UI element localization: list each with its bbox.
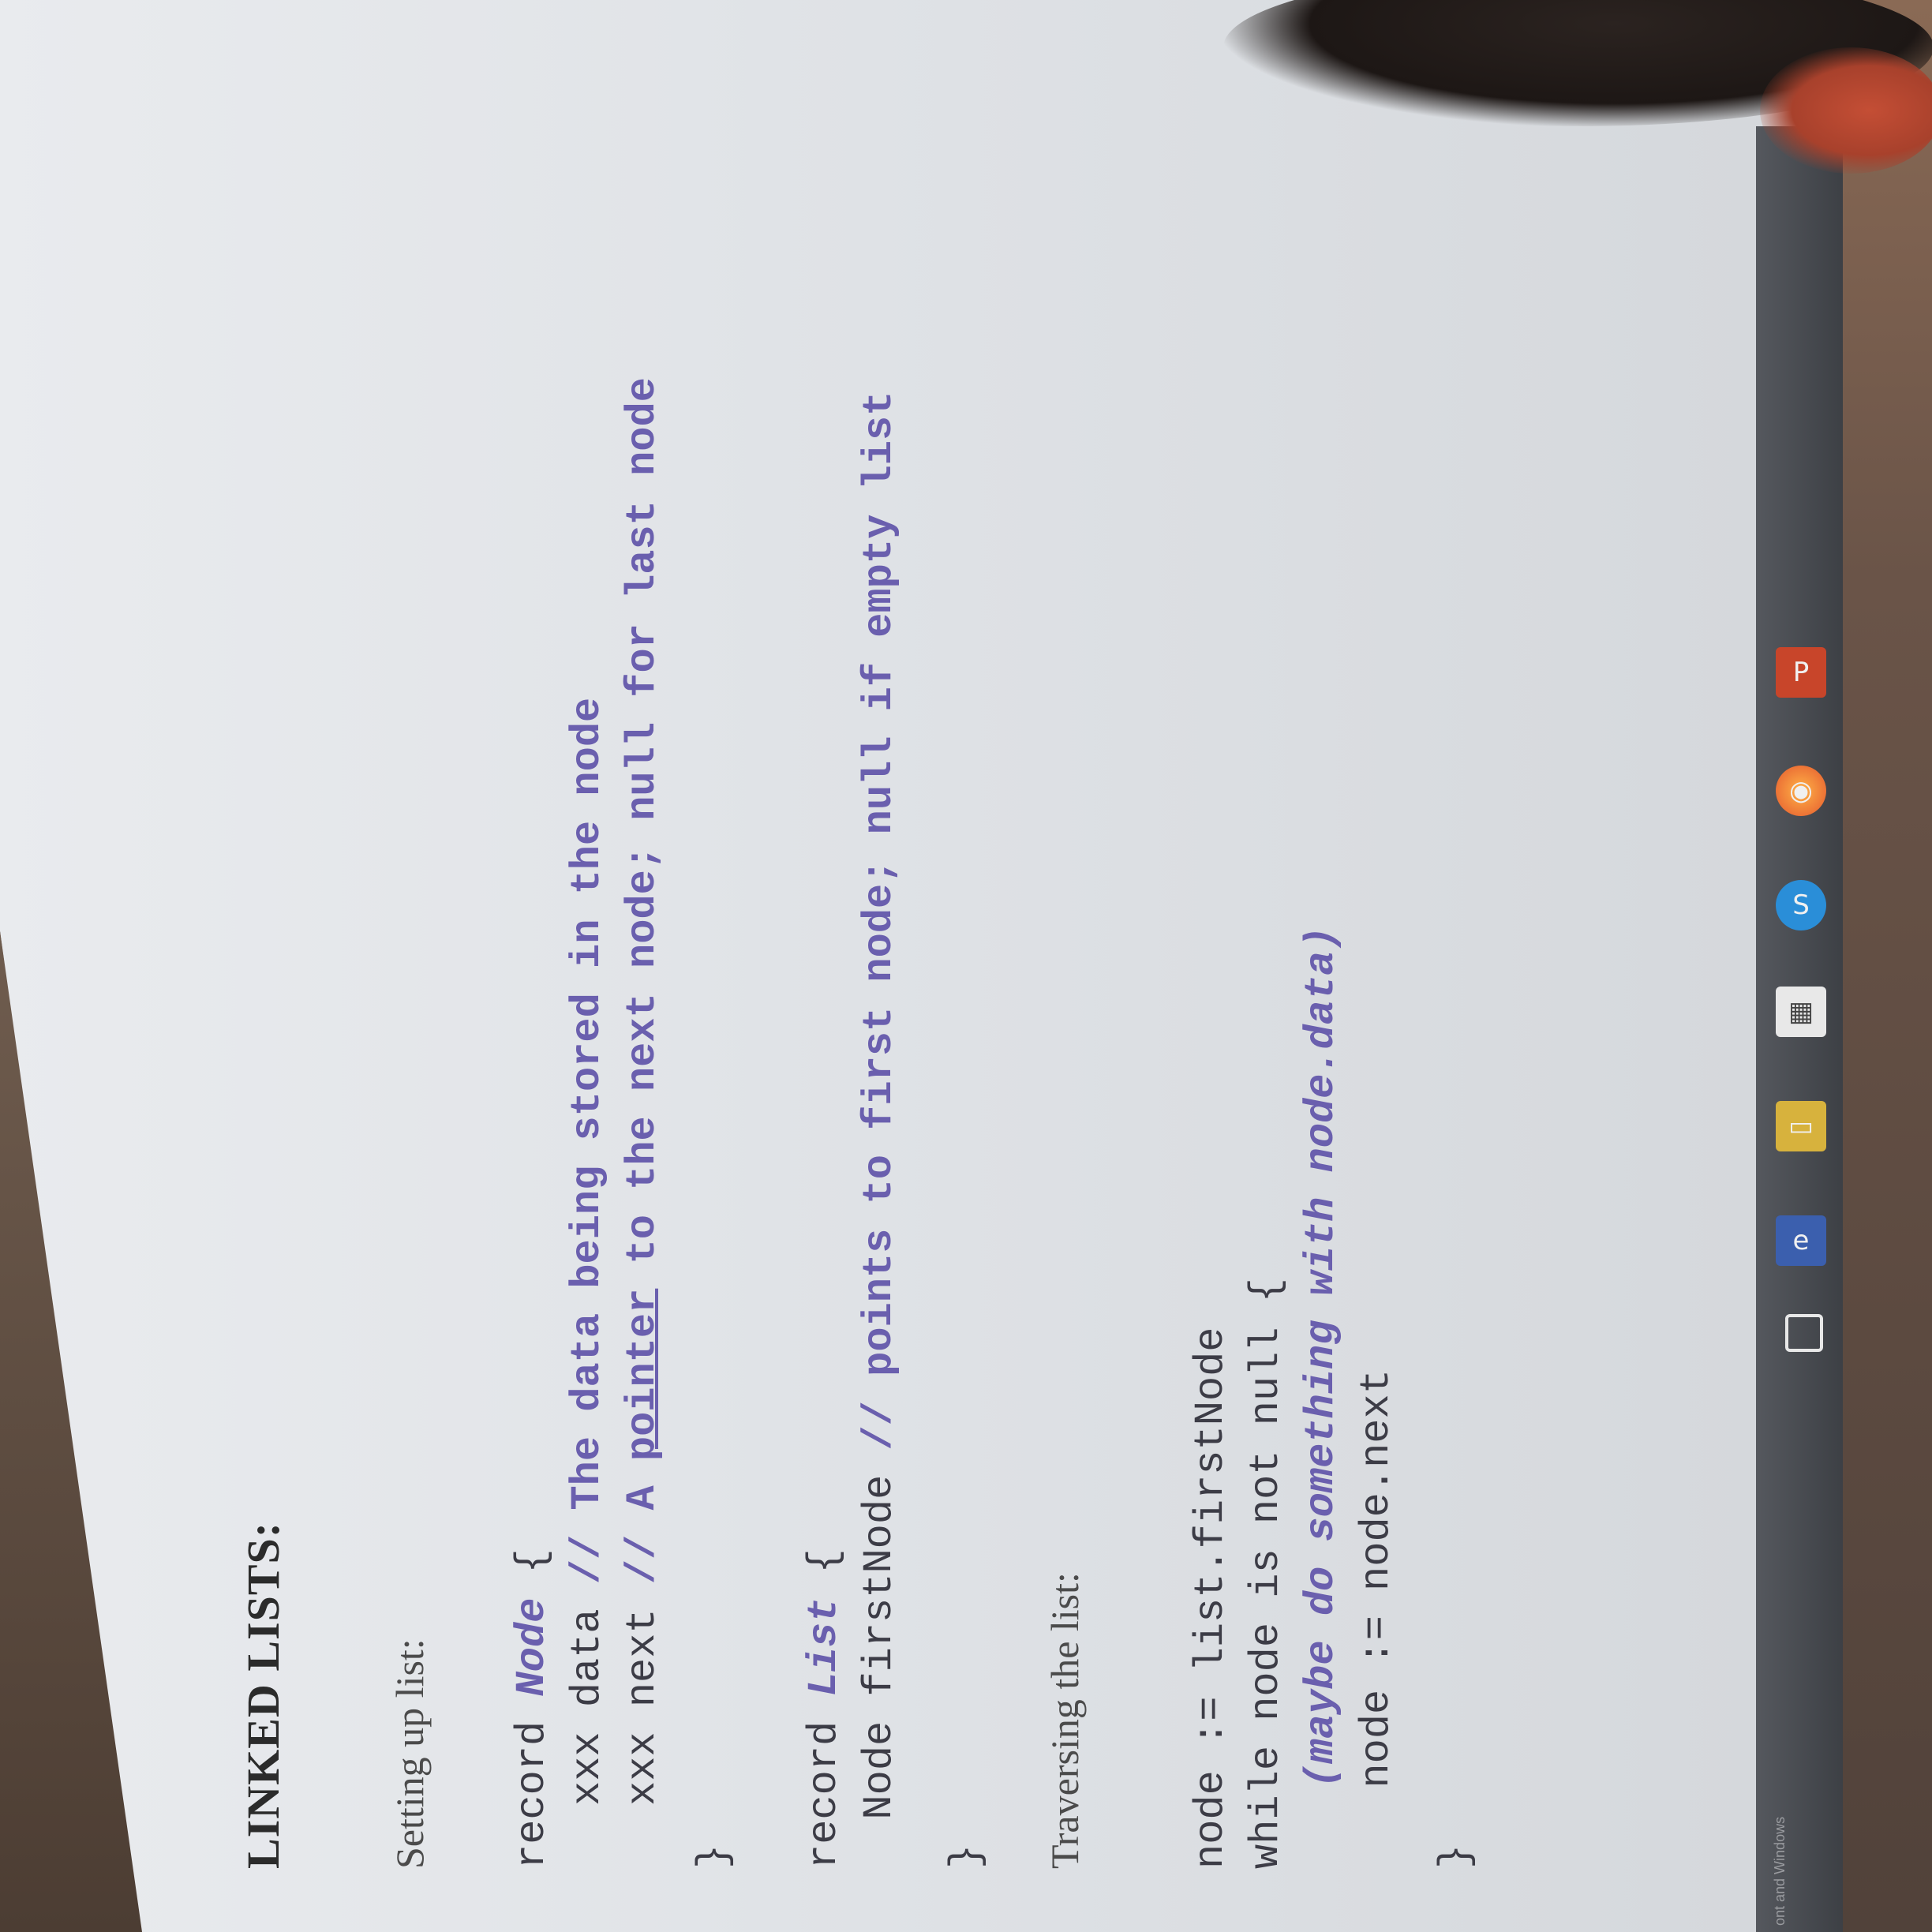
brace-open-2: { xyxy=(801,1548,848,1598)
node-data-line xyxy=(560,698,616,1806)
data-decl: xxx data xyxy=(564,1584,611,1806)
edge-icon[interactable]: e xyxy=(1776,1215,1826,1266)
node-record-header xyxy=(505,1548,560,1869)
brace-open: { xyxy=(509,1548,556,1598)
next-decl: xxx next xyxy=(620,1584,666,1806)
list-record-close: } xyxy=(943,1844,990,1869)
slide-title: LINKED LISTS: xyxy=(238,1521,289,1869)
keyword-record: record xyxy=(509,1720,556,1869)
list-field-line xyxy=(852,391,908,1869)
skype-icon[interactable]: S xyxy=(1776,880,1826,930)
node-record-close: } xyxy=(691,1844,737,1869)
list-record-header xyxy=(797,1548,852,1869)
section-traversing: Traversing the list: xyxy=(1043,1572,1087,1869)
pointer-word: pointer xyxy=(620,1288,666,1462)
next-comment-b: to the next node; null for last node xyxy=(620,377,666,1289)
node-next-line xyxy=(616,377,671,1806)
field-decl: Node firstNode xyxy=(856,1450,903,1869)
firefox-icon[interactable]: ◉ xyxy=(1776,766,1826,816)
next-comment-a: // A xyxy=(620,1461,666,1585)
record-name-list: List xyxy=(801,1597,848,1697)
traverse-close: } xyxy=(1432,1844,1479,1869)
field-comment: // points to first node; null if empty list xyxy=(856,391,903,1451)
data-comment: // The data being stored in the node xyxy=(564,697,611,1585)
traverse-line-4: node := node.next xyxy=(1354,1369,1400,1837)
store-icon[interactable]: ▦ xyxy=(1776,987,1826,1037)
section-setting-up: Setting up list: xyxy=(388,1638,432,1869)
task-view-icon[interactable] xyxy=(1785,1314,1823,1352)
traverse-line-3: (maybe do something with node.data) xyxy=(1298,926,1345,1837)
head-skin-foreground xyxy=(1760,47,1932,174)
keyword-record-2: record xyxy=(801,1720,848,1869)
record-name-node: Node xyxy=(509,1597,556,1697)
slide xyxy=(0,117,1500,1932)
file-explorer-icon[interactable]: ▭ xyxy=(1776,1101,1826,1151)
traverse-line-1: node := list.firstNode xyxy=(1188,1327,1234,1869)
traverse-line-2: while node is not null { xyxy=(1243,1278,1290,1869)
taskbar-windows-text: ont and Windows xyxy=(1772,1816,1788,1926)
powerpoint-icon[interactable]: P xyxy=(1776,647,1826,698)
